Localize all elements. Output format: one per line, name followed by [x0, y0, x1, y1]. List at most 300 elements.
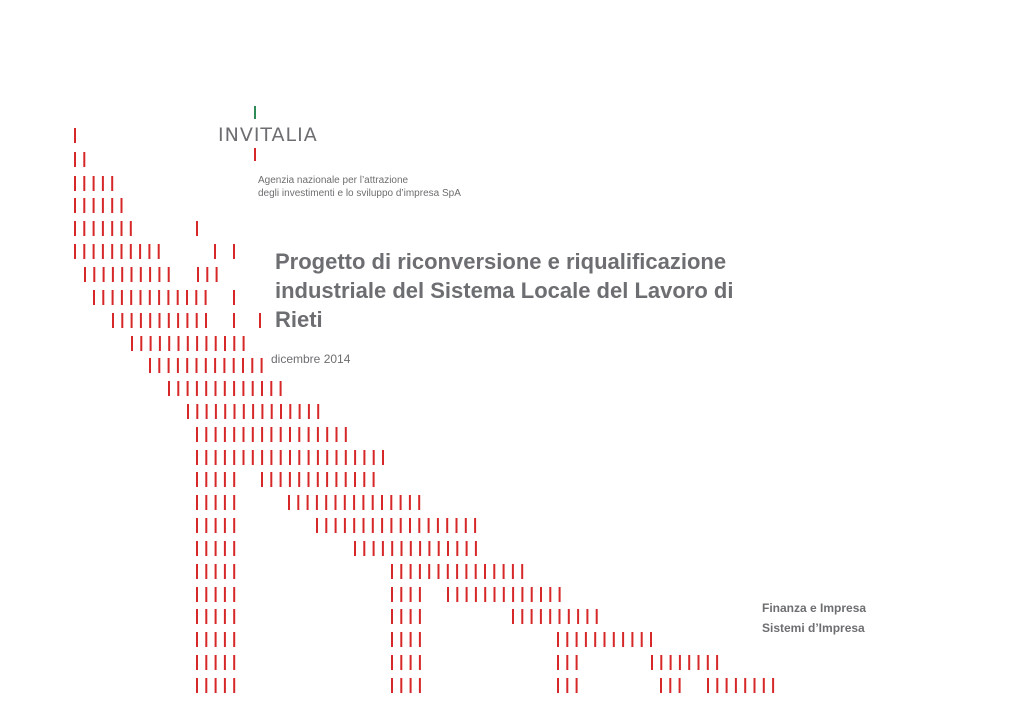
- decor-tick: [289, 472, 291, 487]
- decor-tick: [177, 313, 179, 328]
- decor-tick: [474, 518, 476, 533]
- decor-tick: [419, 678, 421, 693]
- decor-tick: [205, 495, 207, 510]
- decor-tick: [362, 495, 364, 510]
- decor-tick: [261, 472, 263, 487]
- decor-tick: [631, 632, 633, 647]
- decor-tick: [270, 472, 272, 487]
- decor-tick: [93, 244, 95, 259]
- decor-tick: [121, 267, 123, 282]
- decor-tick: [233, 336, 235, 351]
- decor-tick: [531, 609, 533, 624]
- decor-tick: [650, 632, 652, 647]
- decor-tick: [335, 472, 337, 487]
- title-line-2: industriale del Sistema Locale del Lavoro di: [275, 278, 734, 303]
- decor-tick: [242, 358, 244, 373]
- decor-tick: [299, 404, 301, 419]
- decor-tick: [363, 518, 365, 533]
- decor-tick: [215, 472, 217, 487]
- agency-line-1: Agenzia nazionale per l’attrazione: [258, 175, 409, 186]
- decor-tick: [224, 381, 226, 396]
- decor-tick: [111, 221, 113, 236]
- decor-tick: [103, 267, 105, 282]
- decor-tick: [205, 336, 207, 351]
- decor-tick: [670, 655, 672, 670]
- decor-tick: [428, 518, 430, 533]
- decor-tick: [707, 655, 709, 670]
- decor-tick: [410, 564, 412, 579]
- decor-tick: [446, 518, 448, 533]
- decor-tick: [140, 267, 142, 282]
- decor-tick: [410, 632, 412, 647]
- decor-tick: [390, 495, 392, 510]
- decor-tick: [206, 267, 208, 282]
- decor-tick: [215, 450, 217, 465]
- decor-tick: [158, 267, 160, 282]
- decor-tick: [205, 541, 207, 556]
- decor-tick: [549, 609, 551, 624]
- decor-tick: [196, 358, 198, 373]
- decor-tick: [196, 587, 198, 602]
- decor-tick: [233, 290, 235, 305]
- decor-tick: [102, 176, 104, 191]
- decor-tick: [280, 381, 282, 396]
- decor-tick: [316, 518, 318, 533]
- decor-tick: [428, 564, 430, 579]
- decor-tick: [308, 472, 310, 487]
- decor-tick: [215, 678, 217, 693]
- decor-tick: [196, 404, 198, 419]
- decor-tick: [140, 313, 142, 328]
- decor-tick: [336, 427, 338, 442]
- decor-tick: [576, 655, 578, 670]
- decor-tick: [419, 564, 421, 579]
- decor-tick: [224, 518, 226, 533]
- decor-tick: [669, 678, 671, 693]
- decor-tick: [280, 472, 282, 487]
- division-label: [762, 598, 866, 638]
- decor-tick: [159, 336, 161, 351]
- decor-tick: [576, 632, 578, 647]
- document-title: [275, 247, 795, 334]
- logo-green-bar: [254, 106, 256, 119]
- decor-tick: [150, 336, 152, 351]
- decor-tick: [484, 587, 486, 602]
- decor-tick: [308, 404, 310, 419]
- decor-tick: [391, 587, 393, 602]
- decor-tick: [271, 404, 273, 419]
- decor-tick: [215, 632, 217, 647]
- agency-description: [258, 174, 461, 200]
- decor-tick: [131, 267, 133, 282]
- decor-tick: [148, 244, 150, 259]
- decor-tick: [121, 290, 123, 305]
- decor-tick: [466, 541, 468, 556]
- decor-tick: [557, 632, 559, 647]
- decor-tick: [74, 244, 76, 259]
- decor-tick: [196, 541, 198, 556]
- decor-tick: [168, 381, 170, 396]
- decor-tick: [149, 358, 151, 373]
- decor-tick: [121, 221, 123, 236]
- decor-tick: [261, 358, 263, 373]
- decor-tick: [205, 518, 207, 533]
- decor-tick: [233, 564, 235, 579]
- decor-tick: [660, 655, 662, 670]
- document-date: dicembre 2014: [271, 352, 351, 366]
- decor-tick: [288, 495, 290, 510]
- decor-tick: [196, 564, 198, 579]
- decor-tick: [456, 541, 458, 556]
- decor-tick: [400, 678, 402, 693]
- decor-tick: [317, 472, 319, 487]
- decor-tick: [215, 609, 217, 624]
- decor-tick: [224, 495, 226, 510]
- decor-tick: [317, 450, 319, 465]
- decor-tick: [130, 221, 132, 236]
- decor-tick: [112, 313, 114, 328]
- decor-tick: [438, 564, 440, 579]
- decor-tick: [679, 655, 681, 670]
- decor-tick: [74, 128, 76, 143]
- decor-tick: [215, 518, 217, 533]
- decor-tick: [409, 518, 411, 533]
- decor-tick: [205, 472, 207, 487]
- decor-tick: [102, 198, 104, 213]
- decor-tick: [83, 152, 85, 167]
- decor-tick: [233, 450, 235, 465]
- decor-tick: [280, 450, 282, 465]
- decor-tick: [549, 587, 551, 602]
- decor-tick: [437, 518, 439, 533]
- decor-tick: [363, 450, 365, 465]
- decor-tick: [121, 244, 123, 259]
- decor-tick: [512, 587, 514, 602]
- decor-tick: [243, 336, 245, 351]
- decor-tick: [233, 518, 235, 533]
- decor-tick: [131, 336, 133, 351]
- decor-tick: [465, 518, 467, 533]
- decor-tick: [512, 564, 514, 579]
- decor-tick: [400, 632, 402, 647]
- decor-tick: [224, 427, 226, 442]
- decor-tick: [178, 336, 180, 351]
- decor-tick: [196, 472, 198, 487]
- decor-tick: [707, 678, 709, 693]
- decor-tick: [83, 244, 85, 259]
- decor-tick: [234, 404, 236, 419]
- decor-tick: [381, 495, 383, 510]
- decor-tick: [410, 587, 412, 602]
- decor-tick: [345, 450, 347, 465]
- decor-tick: [400, 609, 402, 624]
- decor-tick: [233, 541, 235, 556]
- decor-tick: [466, 587, 468, 602]
- logo-red-bar: [254, 148, 256, 161]
- decor-tick: [205, 564, 207, 579]
- decor-tick: [252, 404, 254, 419]
- decor-tick: [186, 358, 188, 373]
- decor-tick: [557, 678, 559, 693]
- decor-tick: [354, 541, 356, 556]
- decor-tick: [111, 244, 113, 259]
- decor-tick: [594, 632, 596, 647]
- decor-tick: [521, 587, 523, 602]
- decor-tick: [252, 381, 254, 396]
- decor-tick: [512, 609, 514, 624]
- decor-tick: [613, 632, 615, 647]
- decor-tick: [83, 198, 85, 213]
- decor-tick: [401, 541, 403, 556]
- decor-tick: [233, 472, 235, 487]
- decor-tick: [112, 267, 114, 282]
- decor-tick: [651, 655, 653, 670]
- decor-tick: [158, 244, 160, 259]
- decor-tick: [215, 587, 217, 602]
- decor-tick: [317, 404, 319, 419]
- decor-tick: [140, 290, 142, 305]
- decor-tick: [410, 609, 412, 624]
- decor-tick: [475, 541, 477, 556]
- decor-tick: [409, 495, 411, 510]
- invitalia-logo: INVITALIA: [218, 124, 318, 146]
- decor-tick: [270, 427, 272, 442]
- decor-tick: [261, 381, 263, 396]
- decor-tick: [196, 221, 198, 236]
- decor-tick: [531, 587, 533, 602]
- decor-tick: [754, 678, 756, 693]
- decor-tick: [484, 564, 486, 579]
- decor-tick: [317, 427, 319, 442]
- decor-tick: [177, 381, 179, 396]
- decor-tick: [84, 267, 86, 282]
- decor-tick: [223, 358, 225, 373]
- decor-tick: [772, 678, 774, 693]
- decor-tick: [224, 472, 226, 487]
- decor-tick: [167, 290, 169, 305]
- decor-tick: [224, 404, 226, 419]
- decor-tick: [158, 358, 160, 373]
- decor-tick: [205, 632, 207, 647]
- decor-tick: [224, 678, 226, 693]
- decor-tick: [391, 541, 393, 556]
- decor-tick: [307, 495, 309, 510]
- decor-tick: [93, 176, 95, 191]
- decor-tick: [196, 495, 198, 510]
- decor-tick: [93, 221, 95, 236]
- decor-tick: [372, 518, 374, 533]
- decor-tick: [447, 587, 449, 602]
- decor-tick: [74, 176, 76, 191]
- decor-tick: [566, 678, 568, 693]
- decor-tick: [196, 655, 198, 670]
- decor-tick: [326, 427, 328, 442]
- decor-tick: [493, 564, 495, 579]
- decor-tick: [259, 313, 261, 328]
- decor-tick: [205, 290, 207, 305]
- decor-tick: [363, 541, 365, 556]
- decor-tick: [197, 267, 199, 282]
- decor-tick: [419, 655, 421, 670]
- decor-tick: [390, 518, 392, 533]
- decor-tick: [418, 495, 420, 510]
- decor-tick: [280, 427, 282, 442]
- decor-tick: [177, 290, 179, 305]
- decor-tick: [559, 609, 561, 624]
- decor-tick: [102, 290, 104, 305]
- decor-tick: [335, 518, 337, 533]
- decor-tick: [215, 404, 217, 419]
- decor-tick: [261, 450, 263, 465]
- decor-tick: [187, 336, 189, 351]
- decor-tick: [195, 290, 197, 305]
- decor-tick: [233, 427, 235, 442]
- decor-tick: [400, 518, 402, 533]
- decor-tick: [224, 336, 226, 351]
- decor-tick: [131, 313, 133, 328]
- decor-tick: [372, 495, 374, 510]
- decor-tick: [336, 450, 338, 465]
- decor-tick: [214, 358, 216, 373]
- decor-tick: [102, 221, 104, 236]
- decor-tick: [83, 176, 85, 191]
- decor-tick: [726, 678, 728, 693]
- decor-tick: [622, 632, 624, 647]
- decor-tick: [344, 518, 346, 533]
- decor-tick: [233, 655, 235, 670]
- decor-tick: [280, 404, 282, 419]
- decor-tick: [289, 450, 291, 465]
- decor-tick: [353, 518, 355, 533]
- decor-tick: [83, 221, 85, 236]
- decor-tick: [289, 404, 291, 419]
- decor-tick: [447, 564, 449, 579]
- decor-tick: [205, 609, 207, 624]
- decor-tick: [576, 678, 578, 693]
- decor-tick: [540, 609, 542, 624]
- decor-tick: [568, 609, 570, 624]
- decor-tick: [112, 290, 114, 305]
- decor-tick: [521, 609, 523, 624]
- decor-tick: [215, 427, 217, 442]
- decor-tick: [373, 472, 375, 487]
- decor-tick: [111, 176, 113, 191]
- decor-tick: [233, 358, 235, 373]
- decor-tick: [419, 587, 421, 602]
- decor-tick: [233, 678, 235, 693]
- decor-tick: [400, 655, 402, 670]
- decor-tick: [196, 313, 198, 328]
- decor-tick: [233, 609, 235, 624]
- decor-tick: [233, 587, 235, 602]
- decor-tick: [382, 541, 384, 556]
- decor-tick: [215, 336, 217, 351]
- decor-tick: [744, 678, 746, 693]
- decor-tick: [205, 313, 207, 328]
- decor-tick: [196, 381, 198, 396]
- decor-tick: [93, 198, 95, 213]
- decor-tick: [521, 564, 523, 579]
- agency-line-2: degli investimenti e lo sviluppo d’impresa SpA: [258, 188, 461, 199]
- decor-tick: [196, 632, 198, 647]
- decor-tick: [316, 495, 318, 510]
- decor-tick: [475, 587, 477, 602]
- decor-tick: [205, 427, 207, 442]
- decor-tick: [186, 313, 188, 328]
- decor-tick: [130, 244, 132, 259]
- decor-tick: [326, 450, 328, 465]
- decor-tick: [242, 381, 244, 396]
- decor-tick: [716, 655, 718, 670]
- decor-tick: [438, 541, 440, 556]
- decor-tick: [410, 678, 412, 693]
- division-line-2: Sistemi d’Impresa: [762, 621, 865, 635]
- decor-tick: [177, 358, 179, 373]
- decor-tick: [224, 564, 226, 579]
- decor-tick: [344, 495, 346, 510]
- decor-tick: [261, 427, 263, 442]
- decor-tick: [205, 450, 207, 465]
- decor-tick: [354, 472, 356, 487]
- decor-tick: [363, 472, 365, 487]
- decor-tick: [391, 655, 393, 670]
- decor-tick: [74, 221, 76, 236]
- decor-tick: [503, 587, 505, 602]
- decor-tick: [298, 427, 300, 442]
- decor-tick: [345, 427, 347, 442]
- decor-tick: [391, 609, 393, 624]
- decor-tick: [373, 450, 375, 465]
- decor-tick: [139, 244, 141, 259]
- decor-tick: [298, 450, 300, 465]
- decor-tick: [243, 427, 245, 442]
- decor-tick: [159, 313, 161, 328]
- decor-tick: [102, 244, 104, 259]
- decor-tick: [419, 632, 421, 647]
- decor-tick: [205, 381, 207, 396]
- decor-tick: [400, 587, 402, 602]
- title-line-3: Rieti: [275, 307, 323, 332]
- decor-tick: [233, 313, 235, 328]
- decor-tick: [168, 358, 170, 373]
- decor-tick: [604, 632, 606, 647]
- decor-tick: [585, 632, 587, 647]
- decor-tick: [716, 678, 718, 693]
- decor-tick: [577, 609, 579, 624]
- decor-tick: [93, 267, 95, 282]
- decor-tick: [252, 427, 254, 442]
- decor-tick: [418, 518, 420, 533]
- decor-tick: [261, 404, 263, 419]
- decor-tick: [206, 404, 208, 419]
- decor-tick: [325, 495, 327, 510]
- decor-tick: [215, 564, 217, 579]
- decor-tick: [205, 587, 207, 602]
- decor-tick: [698, 655, 700, 670]
- decor-tick: [187, 381, 189, 396]
- decor-tick: [224, 541, 226, 556]
- decor-tick: [140, 336, 142, 351]
- decor-tick: [456, 587, 458, 602]
- decor-tick: [186, 290, 188, 305]
- decor-tick: [149, 267, 151, 282]
- decor-tick: [419, 541, 421, 556]
- decor-tick: [233, 495, 235, 510]
- decor-tick: [373, 541, 375, 556]
- decor-tick: [566, 632, 568, 647]
- decor-tick: [326, 472, 328, 487]
- decor-tick: [566, 655, 568, 670]
